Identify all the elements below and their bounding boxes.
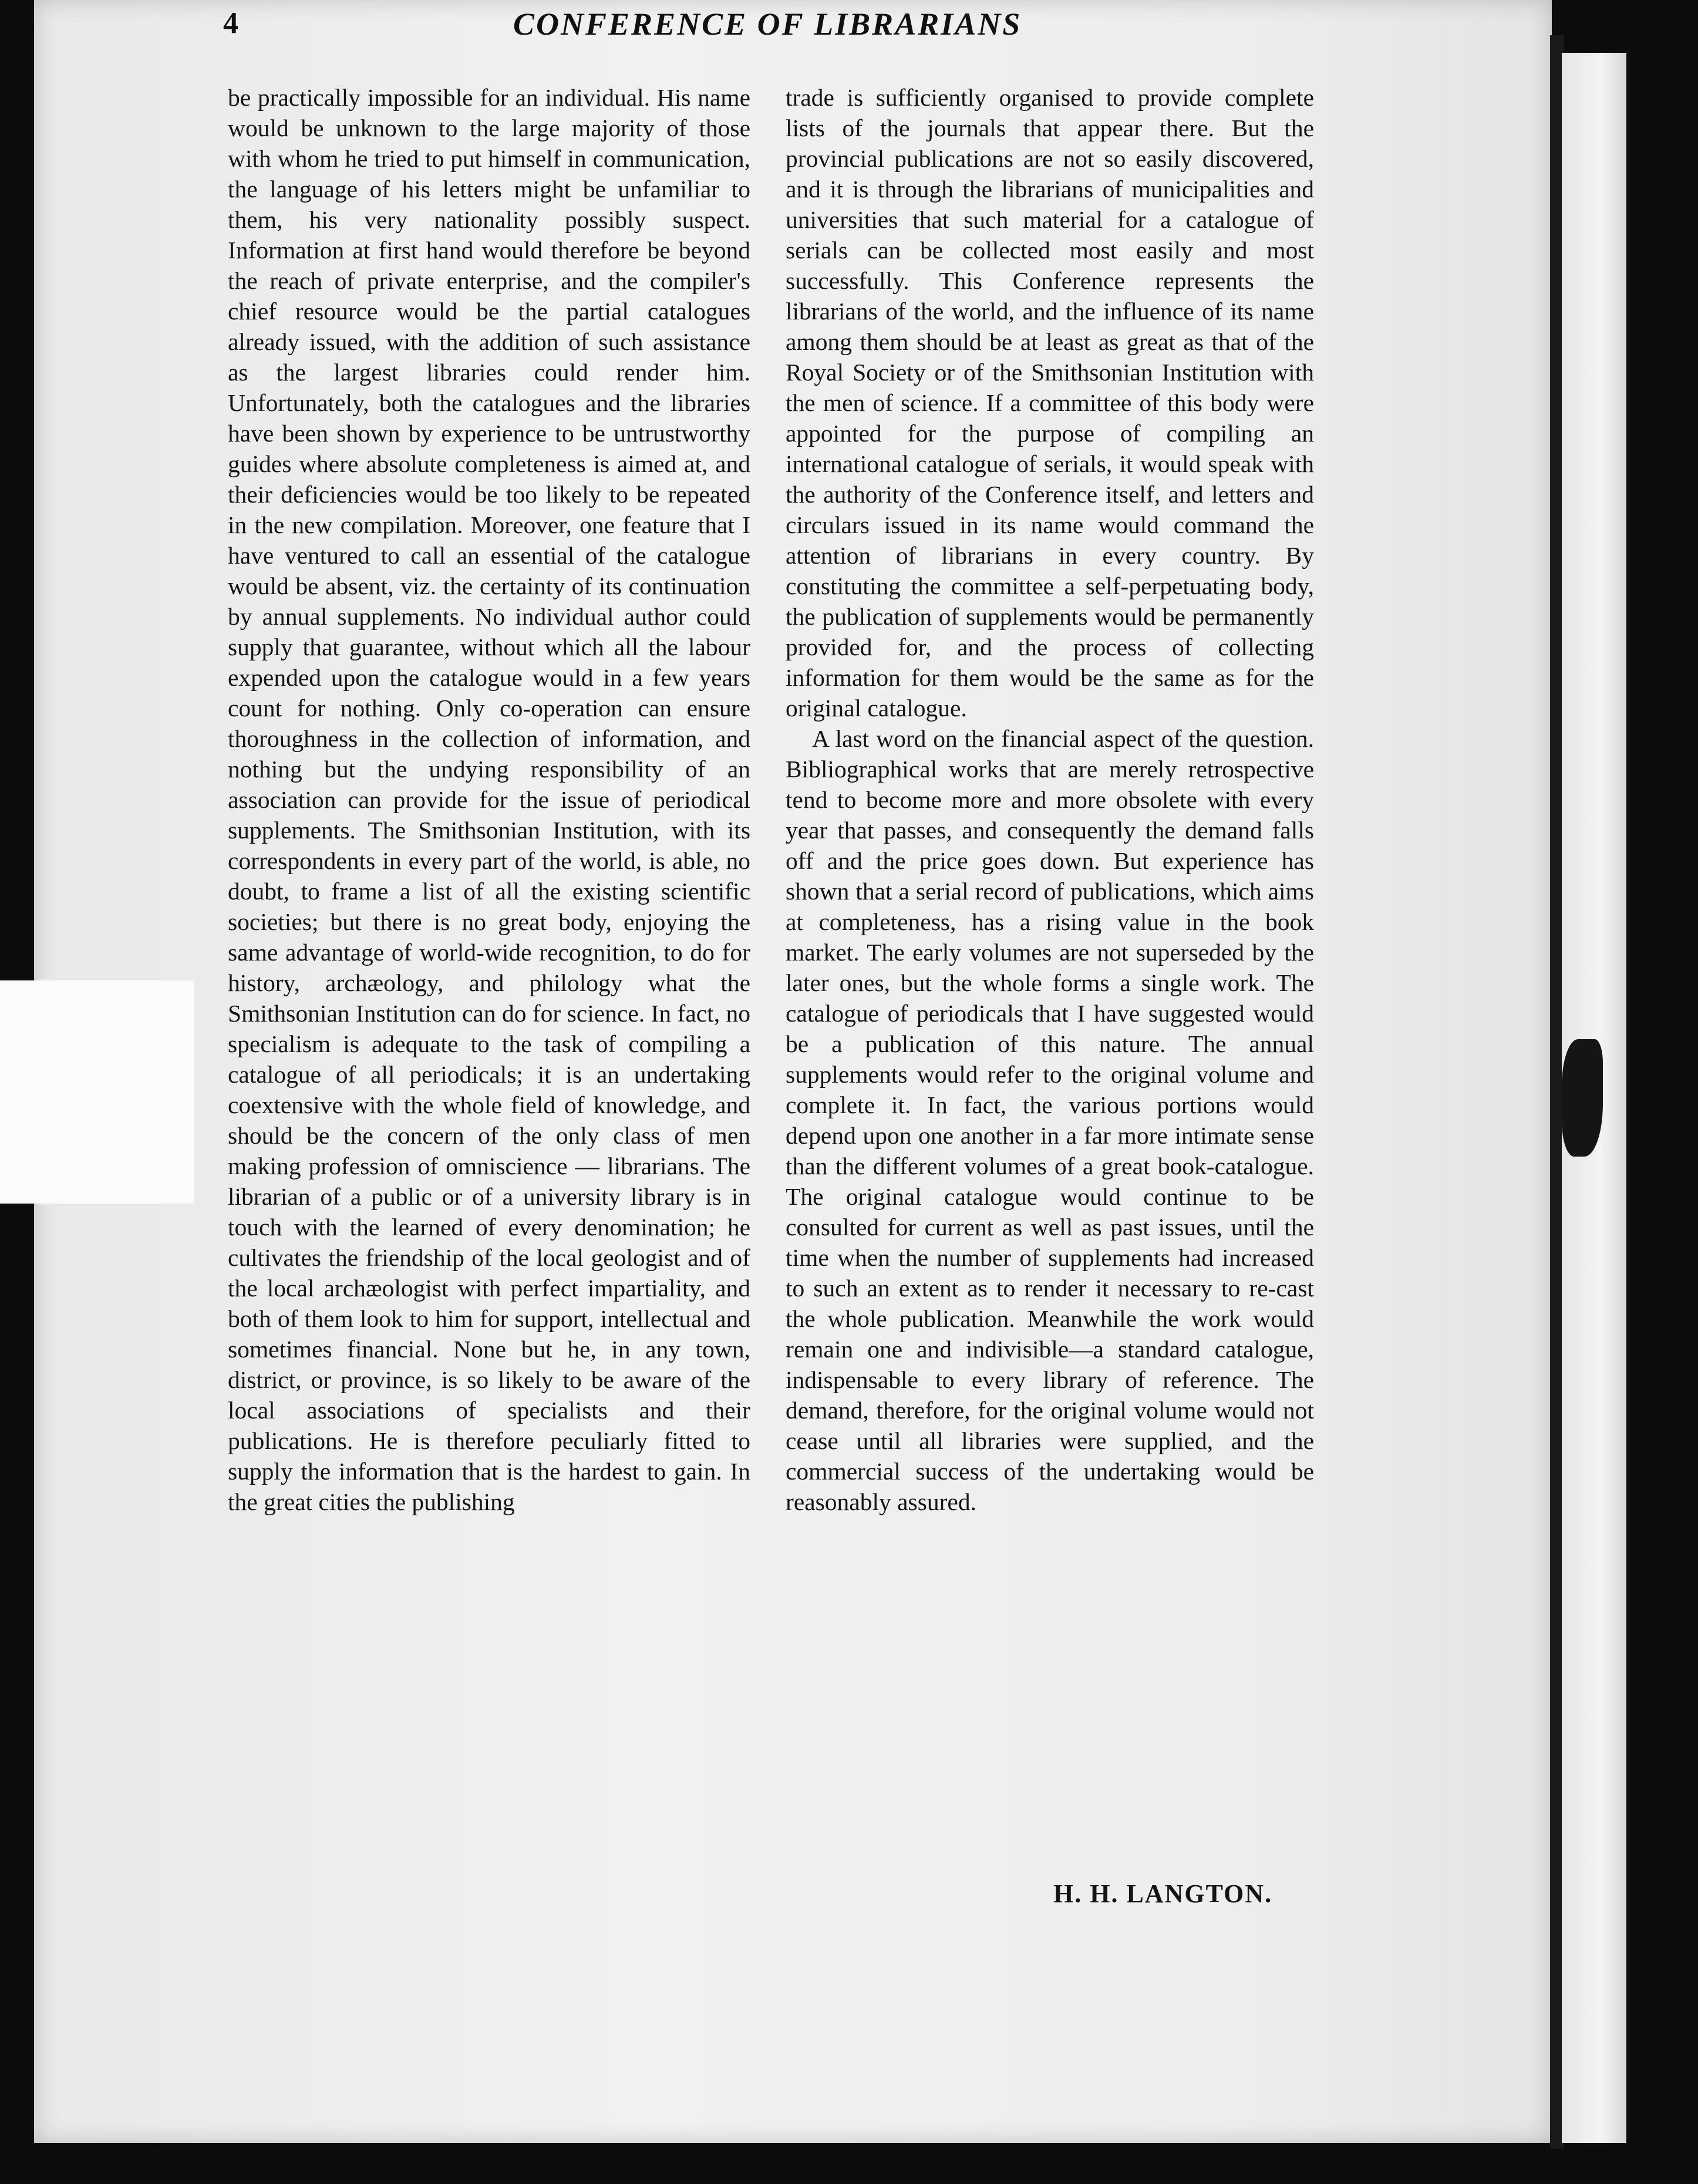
- running-head: CONFERENCE OF LIBRARIANS: [513, 6, 1022, 42]
- left-paragraph: be practically impossible for an individual. His name would be unknown to the large majority of those with whom he tried to put himself in communication, the language of his letters might be unfamiliar to them, his very nationality possibly suspect. Information at first hand would therefore be beyond the reach of private enterprise, and the compiler's chief resource would be the partial catalogues already issued, with the addition of such assistance as the largest libraries could render him. Unfortunately, both the catalogues and the libraries have been shown by experience to be untrustworthy guides where absolute completeness is aimed at, and their deficiencies would be too likely to be repeated in the new compilation. Moreover, one feature that I have ventured to call an essential of the catalogue would be absent, viz. the certainty of its continuation by annual supplements. No individual author could supply that guarantee, without which all the labour expended upon the catalogue would in a few years count for nothing. Only co-operation can ensure thoroughness in the collection of information, and nothing but the undying responsibility of an association can provide for the issue of periodical supplements. The Smithsonian Institution, with its correspondents in every part of the world, is able, no doubt, to frame a list of all the existing scientific societies; but there is no great body, enjoying the same advantage of world-wide recognition, to do for history, archæology, and philology what the Smithsonian Institution can do for science. In fact, no specialism is adequate to the task of compiling a catalogue of all periodicals; it is an undertaking coextensive with the whole field of knowledge, and should be the concern of the only class of men making profession of omniscience — librarians. The librarian of a public or of a university library is in touch with the learned of every denomination; he cultivates the friendship of the local geologist and of the local archæologist with perfect impartiality, and both of them look to him for support, intellectual and sometimes financial. None but he, in any town, district, or province, is so likely to be aware of the local associations of specialists and their publications. He is therefore peculiarly fitted to supply the information that is the hardest to gain. In the great cities the publishing: [228, 84, 750, 1515]
- author-signature: H. H. LANGTON.: [1053, 1879, 1273, 1908]
- page-header: [223, 6, 1456, 59]
- right-column: [786, 82, 1314, 1517]
- page-number: 4: [223, 6, 238, 40]
- paper-flap: [0, 980, 194, 1204]
- right-paragraph-2: A last word on the financial aspect of the question. Bibliographical works that are merely retrospective tend to become more and more obsolete with every year that passes, and consequently the demand falls off and the price goes down. But experience has shown that a serial record of publications, which aims at completeness, has a rising value in the book market. The early volumes are not superseded by the later ones, but the whole forms a single work. The catalogue of periodicals that I have suggested would be a publication of this nature. The annual supplements would refer to the original volume and complete it. In fact, the various portions would depend upon one another in a far more intimate sense than the different volumes of a great book-catalogue. The original catalogue would continue to be consulted for current as well as past issues, until the time when the number of supplements had increased to such an extent as to render it necessary to re-cast the whole publication. Meanwhile the work would remain one and indivisible—a standard catalogue, indispensable to every library of reference. The demand, therefore, for the original volume would not cease until all libraries were supplied, and the commercial success of the undertaking would be reasonably assured.: [786, 725, 1314, 1515]
- torn-edge-mark: [1562, 1039, 1603, 1157]
- left-column: [228, 82, 750, 1517]
- right-paragraph-1: trade is sufficiently organised to provide complete lists of the journals that appear there. But the provincial publications are not so easily discovered, and it is through the librarians of municipalities and universities that such material for a catalogue of serials can be collected most easily and most successfully. This Conference represents the librarians of the world, and the influence of its name among them should be at least as great as that of the Royal Society or of the Smithsonian Institution with the men of science. If a committee of this body were appointed for the purpose of compiling an international catalogue of serials, it would speak with the authority of the Conference itself, and letters and circulars issued in its name would command the attention of librarians in every country. By constituting the committee a self-perpetuating body, the publication of supplements would be permanently provided for, and the process of collecting information for them would be the same as for the original catalogue.: [786, 84, 1314, 722]
